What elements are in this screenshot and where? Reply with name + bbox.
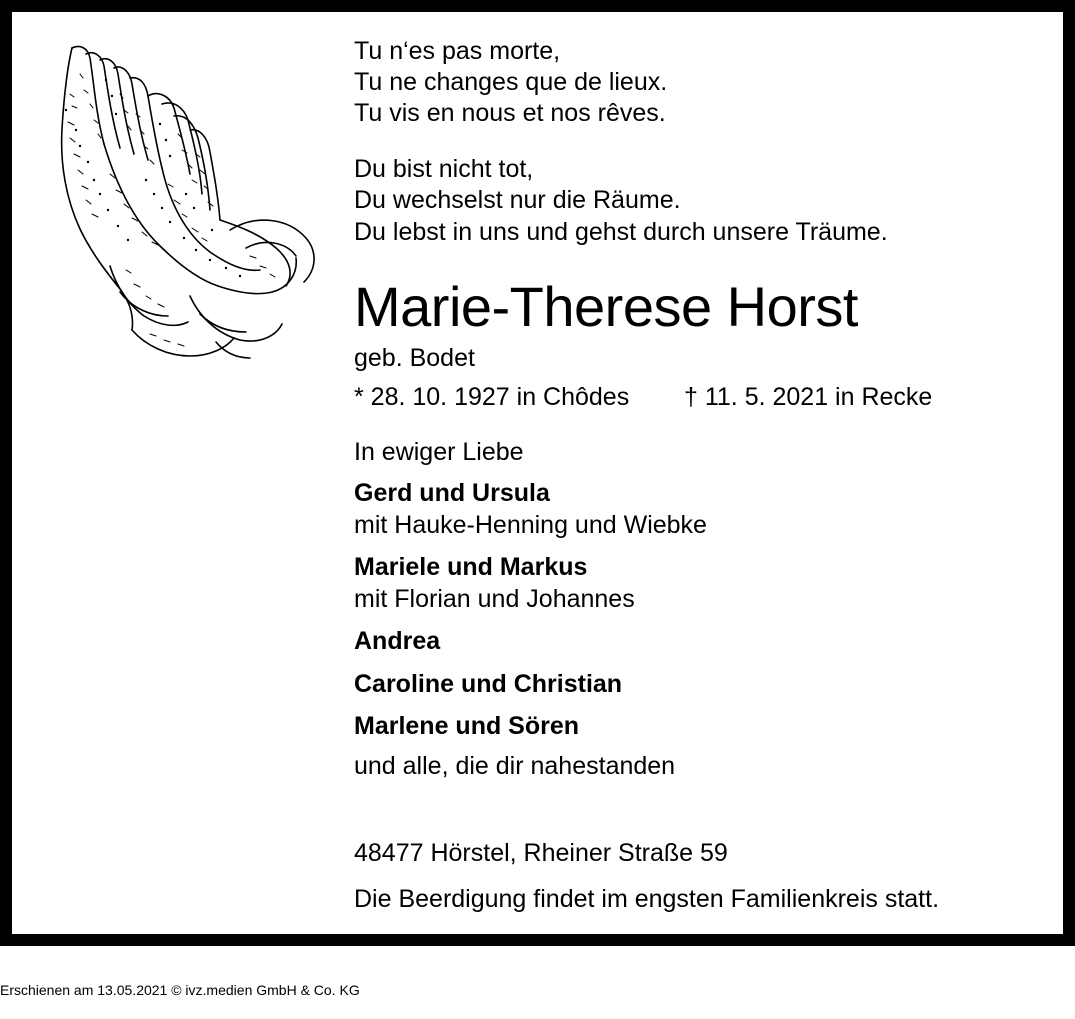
funeral-note: Die Beerdigung findet im engsten Familienkreis statt. [354,885,940,913]
praying-hands-icon [50,34,320,364]
mourner-family-1: Gerd und Ursula [354,479,550,507]
mourner-family-1-children: mit Hauke-Henning und Wiebke [354,511,707,539]
maiden-name: geb. Bodet [354,344,475,372]
mourning-address: 48477 Hörstel, Rheiner Straße 59 [354,839,728,867]
poem-german-line-2: Du wechselst nur die Räume. [354,186,681,214]
mourners-closing: und alle, die dir nahestanden [354,752,676,780]
obituary-notice [12,12,1063,934]
publication-credit: Erschienen am 13.05.2021 © ivz.medien GmbH & Co. KG [0,982,360,998]
poem-french-line-3: Tu vis en nous et nos rêves. [354,99,666,127]
mourner-family-3: Andrea [354,627,441,655]
poem-french-line-2: Tu ne changes que de lieux. [354,68,668,96]
mourner-family-4: Caroline und Christian [354,670,623,698]
poem-french-line-1: Tu n‘es pas morte, [354,37,561,65]
poem-german-line-3: Du lebst in uns und gehst durch unsere Träume. [354,218,888,246]
death-date: † 11. 5. 2021 in Recke [684,383,933,411]
mourner-family-2-children: mit Florian und Johannes [354,585,635,613]
deceased-name: Marie-Therese Horst [354,275,858,338]
mourner-family-5: Marlene und Sören [354,712,580,740]
mourner-family-2: Mariele und Markus [354,553,588,581]
birth-date: * 28. 10. 1927 in Chôdes [354,383,630,411]
mourners-intro: In ewiger Liebe [354,438,524,466]
poem-german-line-1: Du bist nicht tot, [354,155,534,183]
